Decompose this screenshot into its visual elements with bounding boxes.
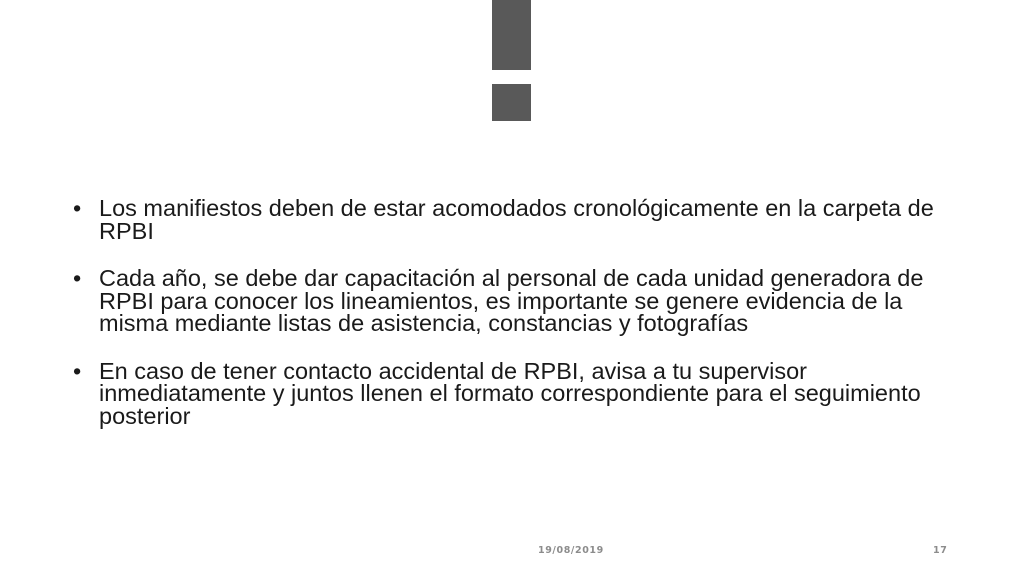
bullet-item (73, 357, 973, 429)
bullet-text: Los manifiestos deben de estar acomodados cronológicamente en la carpeta de RPBI (99, 195, 934, 244)
bullet-text: En caso de tener contacto accidental de RPBI, avisa a tu supervisor inmediatamente y juntos llenen el formato correspondiente para el seguimiento posterior (99, 357, 921, 429)
bullet-text: Cada año, se debe dar capacitación al personal de cada unidad generadora de RPBI para conocer los lineamientos, es importante se genere evidencia de la misma mediante listas de asistencia, constancias y fotografías (99, 265, 924, 336)
footer-page-number: 17 (933, 545, 948, 556)
decorative-bar-bottom (492, 84, 531, 121)
bullet-list (73, 197, 973, 427)
bullet-item (73, 197, 973, 242)
bullet-marker (73, 197, 81, 220)
bullet-marker (73, 360, 81, 383)
bullet-marker (73, 267, 81, 290)
bullet-item (73, 267, 973, 335)
footer-date: 19/08/2019 (538, 545, 604, 556)
decorative-bar-top (492, 0, 531, 70)
